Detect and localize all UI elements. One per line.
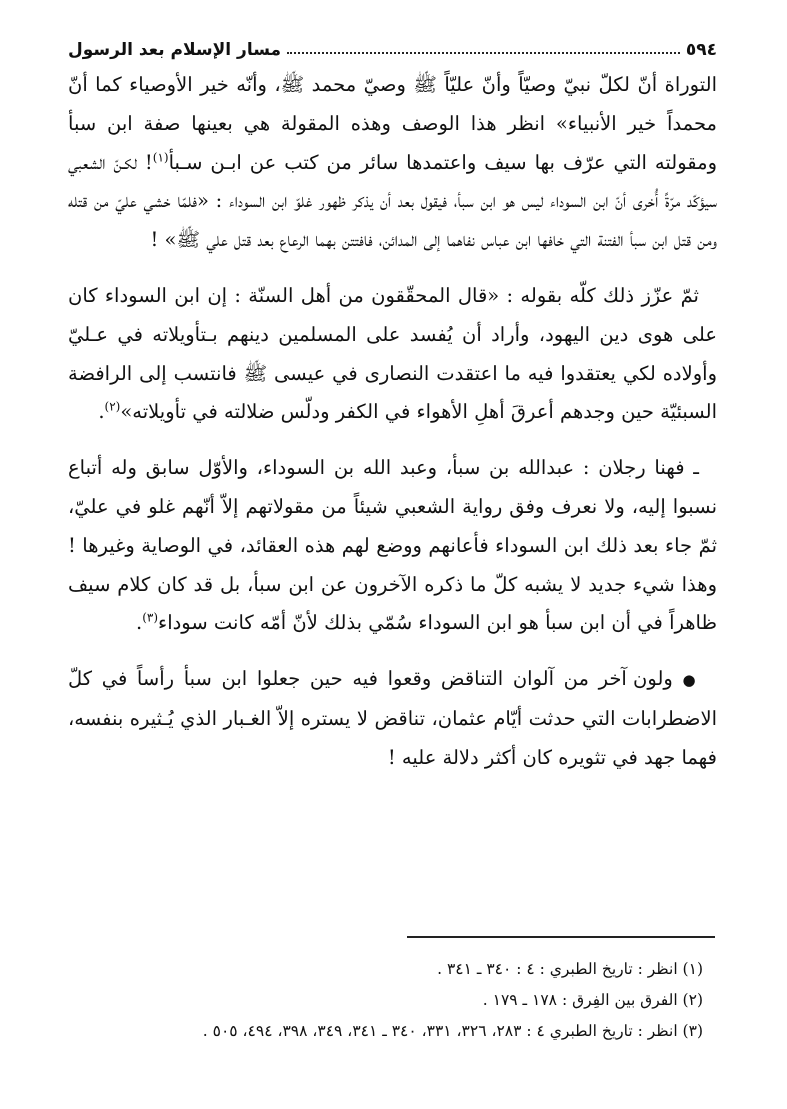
paragraph xyxy=(68,277,717,432)
paragraph-text: التوراة أنّ لكلّ نبيّ وصيّاً وأنّ عليّاً ﷺ وصيّ محمد ﷺ، وأنّه خير الأوصياء كما أنّ محمداً خير الأنبياء» انظر هذا الوصف وهذه المقولة هي بعينها صفة ابن سبأ ومقولته التي عرّف بها سيف واعتمدها سائر من كتب عن ابـن سـبأ xyxy=(68,73,717,174)
paragraph-text: ثمّ عزّز ذلك كلّه بقوله : «قال المحقّقون من أهل السنّة : إن ابن السوداء كان على هوى دين اليهود، وأراد أن يُفسد على المسلمين دينهم بـتأويلاته في عـليّ وأولاده لكي يعتقدوا فيه ما اعتقدت النصارى في عيسى ﷺ فانتسب إلى الرافضة السبئيّة حين وجدهم أعرقَ أهلِ الأهواء في الكفر ودلّس ضلالته في تأويلاته» xyxy=(68,283,717,424)
paragraph xyxy=(68,66,717,260)
paragraph-text: ولون آخر من آلوان التناقض وقعوا فيه حين جعلوا ابن سبأ رأساً في كلّ الاضطرابات التي حدثت أيّام عثمان، تناقض لا يستره إلاّ الغـبار الذي يُـثيره بنفسه، فهما جهد في تثويره كان أكثر دلالة عليه ! xyxy=(68,667,717,769)
footnote-ref[interactable]: (٣) xyxy=(142,610,159,625)
paragraph-text: ! لكـنّ الشعبي سيؤكّد مرّةً أُخرى أنّ ابن السوداء ليس هو ابن سبأ، فيقول بعد أن يذكر ظهور غلوّ ابن السوداء : «فلمّا خشي عليّ من قتله ومن قتل ابن سبأ الفتنة التي خافها ابن عباس نفاهما إلى المدائن، فافتتن بهما الرعاع بعد قتل علي ﷺ» ! xyxy=(68,150,717,252)
footnote-ref[interactable]: (٢) xyxy=(104,399,121,414)
footnote-ref[interactable]: (١) xyxy=(152,150,169,165)
body-text xyxy=(68,66,717,778)
paragraph-text: . xyxy=(98,400,105,424)
footnote-separator xyxy=(407,936,715,938)
footnote: (٣) انظر : تاريخ الطبري ٤ : ٢٨٣، ٣٢٦، ٣٣١، ٣٤٠ ـ ٣٤١، ٣٤٩، ٣٩٨، ٤٩٤، ٥٠٥ . xyxy=(202,1022,703,1040)
paragraph-text: . xyxy=(136,611,143,635)
footnote: (٢) الفرق بين الفِرق : ١٧٨ ـ ١٧٩ . xyxy=(482,991,703,1009)
footnotes xyxy=(68,954,703,1047)
footnote: (١) انظر : تاريخ الطبري : ٤ : ٣٤٠ ـ ٣٤١ . xyxy=(437,960,703,978)
paragraph xyxy=(68,660,717,777)
paragraph-text: ـ فهنا رجلان : عبدالله بن سبأ، وعبد الله بن السوداء، والأوّل سابق وله أتباع نسبوا إليه، ولا نعرف وفق رواية الشعبي شيئاً من مقولاتهم إلاّ أنّهم غلو في عليّ، ثمّ جاء بعد ذلك ابن السوداء فأعانهم ووضع لهم هذه العقائد، في الوصاية وغيرها ! وهذا شيء جديد لا يشبه كلّ ما ذكره الآخرون عن ابن سبأ، بل قد كان كلام سيف ظاهراً في أن ابن سبأ هو ابن السوداء سُمّي بذلك لأنّ أمّه كانت سوداء xyxy=(68,456,717,635)
header-dot-leader xyxy=(287,52,680,54)
running-title: مسار الإسلام بعد الرسول xyxy=(68,40,282,60)
bullet-icon: ● xyxy=(682,671,700,690)
running-header xyxy=(68,28,717,60)
paragraph xyxy=(68,449,717,643)
page-number: ٥٩٤ xyxy=(685,40,717,60)
